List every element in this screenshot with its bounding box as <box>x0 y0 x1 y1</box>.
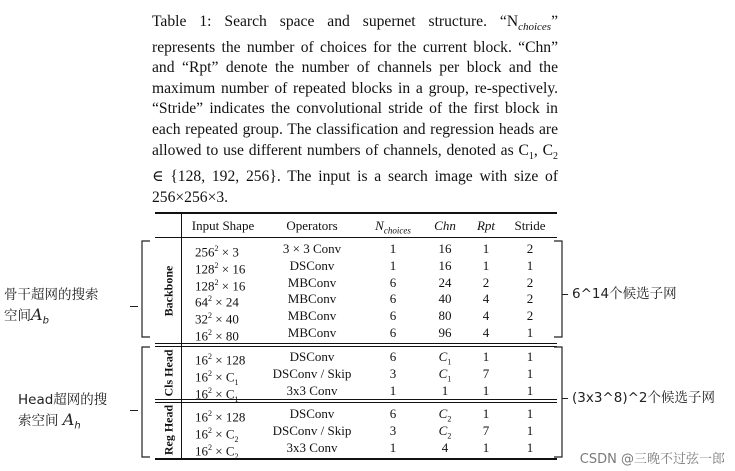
cell-nchoices: 3 <box>389 422 397 438</box>
left-bracket-head <box>138 346 152 463</box>
header-input-shape: Input Shape <box>191 218 255 233</box>
header-operators: Operators <box>286 218 338 233</box>
annotation-head-candidates: (3x3^8)^2个候选子网 <box>572 390 716 406</box>
header-nchoices: $N_{choices}$ <box>375 218 411 236</box>
cell-nchoices: 1 <box>389 241 397 256</box>
bracket-shape <box>554 347 562 457</box>
cell-input-shape: $16^2 \times 80$ <box>195 328 239 344</box>
cell-input-shape: $16^2 \times 128$ <box>195 409 246 425</box>
cell-rpt: 1 <box>482 439 490 455</box>
cell-chn: 40 <box>438 291 452 307</box>
right-bracket-backbone <box>552 240 566 343</box>
cell-chn: 80 <box>438 308 452 324</box>
cell-input-shape: $128^2 \times 16$ <box>195 277 246 293</box>
cell-stride: 2 <box>526 291 534 307</box>
cell-chn: $C_2$ <box>438 422 452 441</box>
cell-chn: 96 <box>438 325 452 340</box>
cell-operator: DSConv <box>289 257 335 273</box>
cell-operator: DSConv <box>289 349 335 364</box>
table-caption <box>152 12 558 209</box>
group-divider <box>181 212 182 460</box>
cell-rpt: 1 <box>482 349 490 364</box>
cell-rpt: 2 <box>482 274 490 290</box>
cell-stride: 1 <box>526 365 534 381</box>
right-bracket-head <box>552 346 566 463</box>
cell-rpt: 1 <box>482 406 490 421</box>
cell-stride: 1 <box>526 382 534 398</box>
cell-operator: DSConv / Skip <box>272 365 352 381</box>
cell-chn: 1 <box>441 382 449 398</box>
cell-stride: 1 <box>526 325 534 340</box>
cell-input-shape: $16^2 \times C_2$ <box>195 425 239 444</box>
cell-chn: 16 <box>438 257 452 273</box>
cell-stride: 2 <box>526 274 534 290</box>
cell-stride: 2 <box>526 241 534 256</box>
cell-rpt: 1 <box>482 382 490 398</box>
cell-input-shape: $64^2 \times 24$ <box>195 294 239 310</box>
cell-operator: MBConv <box>287 291 337 307</box>
cell-chn: $C_2$ <box>438 406 452 424</box>
annotation-pointer-backbone <box>130 306 138 307</box>
cell-stride: 2 <box>526 308 534 324</box>
cell-nchoices: 1 <box>389 257 397 273</box>
cell-stride: 1 <box>526 406 534 421</box>
annotation-pointer-right-head <box>562 398 568 399</box>
bracket-shape <box>142 241 150 337</box>
group-label-reg-head: Reg Head <box>161 404 176 456</box>
annotation-pointer-right-backbone <box>562 294 568 295</box>
cell-operator: 3x3 Conv <box>286 439 338 455</box>
supernet-table <box>155 212 557 462</box>
header-chn: Chn <box>434 218 456 233</box>
group-label-cls-head: Cls Head <box>161 349 176 397</box>
cell-input-shape: $16^2 \times C_2$ <box>195 442 239 461</box>
cell-nchoices: 6 <box>389 349 397 364</box>
cell-nchoices: 1 <box>389 382 397 398</box>
cell-operator: 3 × 3 Conv <box>282 241 342 256</box>
cell-nchoices: 6 <box>389 325 397 340</box>
cell-rpt: 1 <box>482 257 490 273</box>
header-rule <box>155 237 557 238</box>
cell-input-shape: $16^2 \times 128$ <box>195 352 246 368</box>
header-stride: Stride <box>514 218 546 233</box>
cell-input-shape: $256^2 \times 3$ <box>195 244 239 260</box>
cell-stride: 1 <box>526 257 534 273</box>
cell-chn: 24 <box>438 274 452 290</box>
cell-rpt: 7 <box>482 422 490 438</box>
cell-rpt: 4 <box>482 325 490 340</box>
cell-rpt: 4 <box>482 291 490 307</box>
annotation-pointer-head <box>130 410 138 411</box>
cell-stride: 1 <box>526 422 534 438</box>
cell-operator: MBConv <box>287 325 337 340</box>
backbone-rule-2 <box>155 346 557 347</box>
cell-nchoices: 3 <box>389 365 397 381</box>
cell-rpt: 4 <box>482 308 490 324</box>
cell-rpt: 7 <box>482 365 490 381</box>
annotation-backbone-candidates: 6^14个候选子网 <box>572 286 677 302</box>
cell-nchoices: 6 <box>389 308 397 324</box>
cell-nchoices: 6 <box>389 291 397 307</box>
top-rule <box>155 212 557 214</box>
cell-operator: MBConv <box>287 274 337 290</box>
cell-rpt: 1 <box>482 241 490 256</box>
cell-operator: MBConv <box>287 308 337 324</box>
cell-chn: 16 <box>438 241 452 256</box>
left-bracket-backbone <box>138 240 152 343</box>
group-label-backbone: Backbone <box>161 265 176 317</box>
cell-input-shape: $128^2 \times 16$ <box>195 260 246 277</box>
cell-chn: $C_1$ <box>438 365 452 384</box>
cell-chn: 4 <box>441 439 449 455</box>
bracket-shape <box>142 347 150 457</box>
cell-nchoices: 6 <box>389 274 397 290</box>
cell-input-shape: $16^2 \times C_1$ <box>195 385 239 404</box>
header-rpt: Rpt <box>476 218 496 233</box>
cell-stride: 1 <box>526 439 534 455</box>
cell-input-shape: $16^2 \times C_1$ <box>195 368 239 387</box>
annotation-backbone-space: 骨干超网的搜索 空间$A_b$ <box>4 287 99 327</box>
cell-nchoices: 6 <box>389 406 397 421</box>
cell-input-shape: $32^2 \times 40$ <box>195 311 239 327</box>
cell-operator: DSConv <box>289 406 335 421</box>
caption-text: Table 1: Search space and supernet structure. “$N_{choices}$” represents the number of choices for the current block. “Chn” and “Rpt” denote the number of channels per block and the maximum number of repeated blocks in a group, re-spectively. “Stride” indicates the convolutional stride of the first block in each repeated group. The classification and regression heads are allowed to use different numbers of channels, denoted as $C_1$, $C_2$ ∈ {128, 192, 256}. The input is a search image with size of 256×256×3. <box>152 13 559 206</box>
cell-stride: 1 <box>526 349 534 364</box>
watermark: CSDN @三晚不过弦一郎 <box>579 452 725 467</box>
cell-operator: 3x3 Conv <box>286 382 338 398</box>
annotation-head-space: Head超网的搜 索空间 $A_h$ <box>18 392 108 432</box>
cell-operator: DSConv / Skip <box>272 422 352 438</box>
cell-nchoices: 1 <box>389 439 397 455</box>
cell-chn: $C_1$ <box>438 349 452 367</box>
bracket-shape <box>554 241 562 337</box>
